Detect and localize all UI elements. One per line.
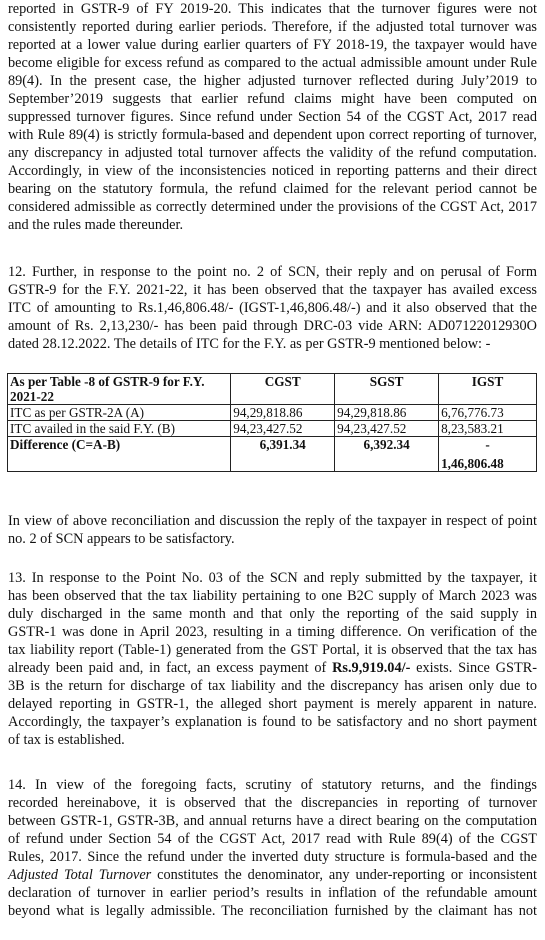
text-line: with Rule 89(4) is strictly formula-based and dependent upon correct reporting of turnover,: [8, 127, 537, 143]
text-line: bearing on the statutory formula, the refund claimed for the relevant period cannot be: [8, 181, 537, 197]
table-header-row: [8, 374, 537, 405]
table-cell: 94,23,427.52: [335, 421, 439, 437]
text-line: September’2019 suggests that earlier refund claims might have been computed on: [8, 91, 537, 107]
table-header-cell: SGST: [335, 374, 439, 405]
table-cell: Difference (C=A-B): [8, 437, 231, 472]
text-line: of refund under Section 54 of the CGST Act, 2017 read with Rule 89(4) of the CGST: [8, 831, 537, 847]
text-line: 3B is the return for discharge of tax liability and the discrepancy has arisen only due to: [8, 678, 537, 694]
table-row-difference: [8, 437, 537, 472]
table-cell: 6,76,776.73: [439, 405, 537, 421]
text-line: consistently reported during earlier periods. Therefore, if the adjusted total turnover was: [8, 19, 537, 35]
text-line: dated 28.12.2022. The details of ITC for the F.Y. as per GSTR-9 mentioned below: -: [8, 336, 491, 352]
text-line: beyond what is legally admissible. The reconciliation furnished by the claimant has not: [8, 903, 537, 919]
table-cell: 6,391.34: [231, 437, 335, 472]
table-row: [8, 421, 537, 437]
table-cell: [439, 437, 537, 472]
table-header-cell: IGST: [439, 374, 537, 405]
text-line: and the rules made thereunder.: [8, 217, 184, 233]
table-cell: 94,29,818.86: [231, 405, 335, 421]
text-line: reported at a lower value during earlier quarters of FY 2018-19, the taxpayer would have: [8, 37, 537, 53]
text-line: [8, 659, 537, 677]
text-line: 13. In response to the Point No. 03 of the SCN and reply submitted by the taxpayer, it: [8, 570, 537, 586]
text-line: suppressed turnover figures. Since refund under Section 54 of the CGST Act, 2017 read: [8, 109, 537, 125]
text-line: Accordingly, in view of the inconsistencies noticed in reporting patterns and their direct: [8, 163, 537, 179]
table-cell: 94,29,818.86: [335, 405, 439, 421]
text-line: declaration of turnover in earlier period’s results in inflation of the refundable amount: [8, 885, 537, 901]
table-cell: 6,392.34: [335, 437, 439, 472]
text-line: amount of Rs. 2,13,230/- has been paid through DRC-03 vide ARN: AD07122012930O: [8, 318, 537, 334]
igst-dash: -: [485, 437, 490, 452]
text-line: delayed reporting in GSTR-1, the alleged short payment is merely apparent in nature.: [8, 696, 537, 712]
text-line: 12. Further, in response to the point no. 2 of SCN, their reply and on perusal of Form: [8, 264, 537, 280]
text-line: 14. In view of the foregoing facts, scrutiny of statutory returns, and the findings: [8, 777, 537, 793]
text-line: reported in GSTR-9 of FY 2019-20. This indicates that the turnover figures were not: [8, 1, 537, 17]
text-span: already been paid and, in fact, an excess payment of: [8, 660, 333, 676]
table-header-cell: As per Table -8 of GSTR-9 for F.Y. 2021-22: [8, 374, 231, 405]
text-line: Rules, 2017. Since the refund under the inverted duty structure is formula-based and the: [8, 849, 537, 865]
table-cell: 8,23,583.21: [439, 421, 537, 437]
text-line: of tax is established.: [8, 732, 125, 748]
table-header-cell: CGST: [231, 374, 335, 405]
text-line: become eligible for excess refund as compared to the actual admissible amount under Rule: [8, 55, 537, 71]
text-line: Accordingly, the taxpayer’s explanation is found to be satisfactory and no short payment: [8, 714, 537, 730]
table-cell: 94,23,427.52: [231, 421, 335, 437]
text-line: recorded hereinabove, it is observed that the discrepancies in reporting of turnover: [8, 795, 537, 811]
igst-difference: 1,46,806.48: [441, 456, 504, 471]
text-span: constitutes the denominator, any under-reporting or inconsistent: [151, 867, 537, 883]
adjusted-total-turnover-term: Adjusted Total Turnover: [8, 867, 152, 883]
text-line: In view of above reconciliation and discussion the reply of the taxpayer in respect of point: [8, 513, 537, 529]
text-span: exists. Since GSTR-: [410, 660, 537, 676]
text-line: 89(4). In the present case, the higher adjusted turnover reflected during July’2019 to: [8, 73, 537, 89]
text-line: between GSTR-1, GSTR-3B, and annual returns have a direct bearing on the computation: [8, 813, 537, 829]
excess-payment-amount: Rs.9,919.04/-: [332, 660, 411, 676]
table-cell: ITC availed in the said F.Y. (B): [8, 421, 231, 437]
text-line: GSTR-9 for the F.Y. 2021-22, it has been observed that the taxpayer has availed excess: [8, 282, 537, 298]
text-line: ITC of amounting to Rs.1,46,806.48/- (IGST-1,46,806.48/-) and it also observed that the: [8, 300, 537, 316]
text-line: [8, 866, 537, 884]
itc-comparison-table: [7, 373, 537, 472]
text-line: GSTR-1 was done in April 2023, resulting in a timing difference. On verification of the: [8, 624, 537, 640]
text-line: has been observed that the tax liability pertaining to one B2C supply of March 2023 was: [8, 588, 537, 604]
table-cell: ITC as per GSTR-2A (A): [8, 405, 231, 421]
text-line: tax liability report (Table-1) generated from the GST Portal, it is observed that the tax has: [8, 642, 537, 658]
text-line: any discrepancy in adjusted total turnover affects the validity of the refund computation.: [8, 145, 537, 161]
table-row: [8, 405, 537, 421]
text-line: duly discharged in the same month and that only the reporting of the said supply in: [8, 606, 537, 622]
text-line: considered admissible as correctly determined under the provisions of the CGST Act, 2017: [8, 199, 537, 215]
text-line: no. 2 of SCN appears to be satisfactory.: [8, 531, 235, 547]
